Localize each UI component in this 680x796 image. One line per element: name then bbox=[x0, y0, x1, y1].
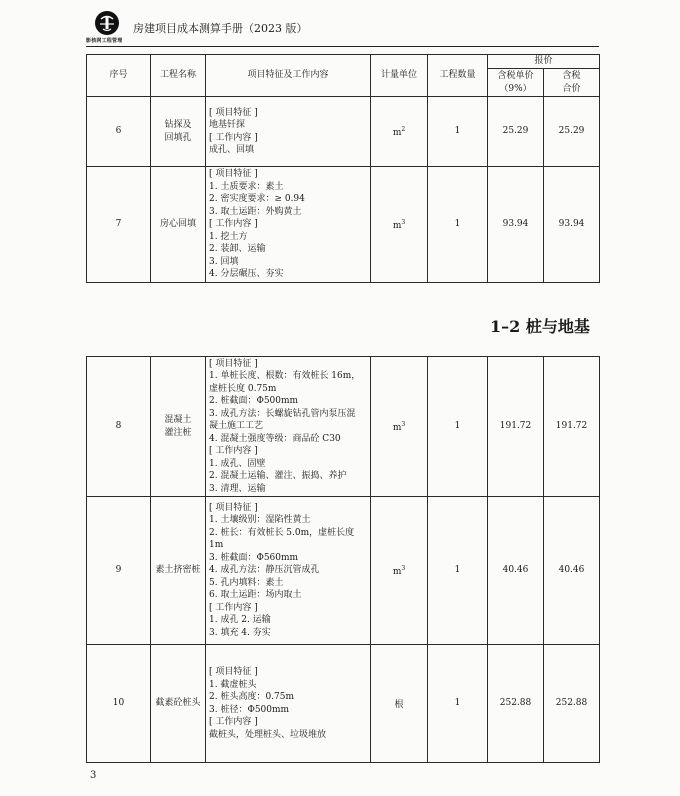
row-quantity: 1 bbox=[428, 357, 488, 497]
feature-line: 2. 桩截面：Φ500mm bbox=[209, 396, 299, 407]
col-header-price: 报价 bbox=[488, 55, 600, 69]
row-unit-price: 93.94 bbox=[488, 167, 544, 283]
feature-line: 1. 截虚桩头 bbox=[209, 679, 257, 690]
row-quantity: 1 bbox=[428, 97, 488, 167]
header-rule bbox=[86, 46, 599, 47]
feature-line: 1m bbox=[209, 540, 224, 551]
company-logo-icon bbox=[94, 10, 120, 36]
feature-line: 3. 桩径：Φ500mm bbox=[209, 704, 290, 715]
row-seq: 8 bbox=[87, 357, 151, 497]
feature-line: 3. 清理、运输 bbox=[209, 483, 266, 494]
feature-line: 3. 桩截面：Φ560mm bbox=[209, 552, 299, 563]
unit-base: m bbox=[392, 220, 402, 231]
row-seq: 7 bbox=[87, 167, 151, 283]
col-header-name: 工程名称 bbox=[151, 55, 206, 97]
row-quantity: 1 bbox=[428, 497, 488, 645]
feature-line: 1. 单桩长度、根数：有效桩长 16m， bbox=[209, 371, 361, 382]
feature-line: 1. 成孔、固壁 bbox=[209, 458, 266, 469]
row-name-line: 混凝土 bbox=[164, 415, 192, 425]
feature-line: [ 项目特征 ] bbox=[209, 107, 258, 118]
feature-line: [ 项目特征 ] bbox=[209, 358, 258, 369]
row-features bbox=[206, 97, 371, 167]
row-name-line: 灌注桩 bbox=[164, 427, 192, 438]
feature-line: 5. 孔内填料：素土 bbox=[209, 577, 284, 588]
row-name-line: 截素砼桩头 bbox=[155, 698, 201, 709]
row-unit-price: 40.46 bbox=[488, 497, 544, 645]
feature-line: [ 项目特征 ] bbox=[209, 502, 258, 513]
row-features bbox=[206, 357, 371, 497]
feature-line: 虚桩长度 0.75m bbox=[209, 383, 277, 394]
row-name-line: 回填孔 bbox=[164, 132, 192, 143]
unit-exponent: 2 bbox=[401, 125, 406, 133]
unit-exponent: 3 bbox=[401, 218, 406, 226]
row-total: 25.29 bbox=[544, 97, 600, 167]
row-seq: 10 bbox=[87, 645, 151, 763]
col-header-total: 含税 合价 bbox=[544, 69, 600, 97]
row-total: 93.94 bbox=[544, 167, 600, 283]
row-name bbox=[151, 497, 206, 645]
feature-line: 4. 成孔方法：静压沉管成孔 bbox=[209, 565, 320, 576]
section-title: 1–2 桩与地基 bbox=[490, 317, 590, 336]
row-seq: 9 bbox=[87, 497, 151, 645]
feature-line: [ 工作内容 ] bbox=[209, 132, 258, 143]
document-title: 房建项目成本测算手册（2023 版） bbox=[133, 22, 308, 35]
row-total: 191.72 bbox=[544, 357, 600, 497]
feature-line: [ 工作内容 ] bbox=[209, 602, 258, 613]
feature-line: 1. 土质要求：素土 bbox=[209, 181, 284, 192]
table-row bbox=[87, 97, 600, 167]
row-unit bbox=[371, 357, 428, 497]
feature-line: [ 工作内容 ] bbox=[209, 717, 258, 727]
table-row bbox=[87, 497, 600, 645]
feature-line: 4. 分层碾压、夯实 bbox=[209, 269, 284, 280]
row-features bbox=[206, 645, 371, 763]
row-total: 252.88 bbox=[544, 645, 600, 763]
col-header-seq: 序号 bbox=[87, 55, 151, 97]
row-name-line: 房心回填 bbox=[159, 219, 196, 230]
feature-line: 2. 桩头高度：0.75m bbox=[209, 692, 295, 702]
row-name bbox=[151, 645, 206, 763]
col-header-unit-price: 含税单价 （9%） bbox=[488, 69, 544, 97]
feature-line: [ 项目特征 ] bbox=[209, 169, 258, 180]
cost-table-bottom bbox=[86, 356, 600, 763]
feature-line: 1. 成孔 2. 运输 bbox=[209, 615, 271, 626]
feature-line: [ 项目特征 ] bbox=[209, 667, 258, 677]
feature-line: 凝土施工工艺 bbox=[209, 421, 264, 432]
unit-exponent: 3 bbox=[401, 564, 406, 572]
feature-line: 1. 土壤级别：湿陷性黄土 bbox=[209, 515, 311, 526]
row-name bbox=[151, 357, 206, 497]
row-features bbox=[206, 497, 371, 645]
feature-line: 3. 回填 bbox=[209, 256, 239, 267]
feature-line: 截桩头，处理桩头、垃圾堆放 bbox=[209, 729, 327, 740]
table-row bbox=[87, 167, 600, 283]
feature-line: [ 工作内容 ] bbox=[209, 219, 258, 230]
page-number: 3 bbox=[90, 770, 97, 781]
row-features bbox=[206, 167, 371, 283]
row-quantity: 1 bbox=[428, 645, 488, 763]
row-total: 40.46 bbox=[544, 497, 600, 645]
feature-line: 2. 装卸、运输 bbox=[209, 244, 266, 255]
feature-line: 2. 混凝土运输、灌注、振捣、养护 bbox=[209, 471, 347, 482]
feature-line: [ 工作内容 ] bbox=[209, 446, 258, 457]
unit-base: m bbox=[392, 566, 402, 577]
unit-base: m bbox=[392, 127, 402, 138]
row-name-line: 钻探及 bbox=[164, 120, 192, 130]
table-row bbox=[87, 645, 600, 763]
table-row bbox=[87, 357, 600, 497]
feature-line: 地基钎探 bbox=[209, 120, 246, 130]
cost-table-top bbox=[86, 54, 600, 283]
row-name bbox=[151, 97, 206, 167]
col-header-quantity: 工程数量 bbox=[428, 55, 488, 97]
row-unit-price: 25.29 bbox=[488, 97, 544, 167]
feature-line: 2. 密实度要求：≥ 0.94 bbox=[209, 194, 305, 205]
feature-line: 3. 取土运距：外购黄土 bbox=[209, 206, 302, 217]
feature-line: 3. 成孔方法：长螺旋钻孔管内泵压混 bbox=[209, 408, 356, 419]
row-unit bbox=[371, 167, 428, 283]
unit-exponent: 3 bbox=[401, 420, 406, 428]
feature-line: 6. 取土运距：场内取土 bbox=[209, 590, 302, 601]
row-name-line: 素土挤密桩 bbox=[155, 565, 201, 576]
row-name bbox=[151, 167, 206, 283]
feature-line: 成孔、回填 bbox=[209, 145, 255, 155]
col-header-unit: 计量单位 bbox=[371, 55, 428, 97]
feature-line: 3. 填充 4. 夯实 bbox=[209, 627, 271, 638]
logo-caption: 影核网工程管理 bbox=[86, 38, 123, 44]
row-seq: 6 bbox=[87, 97, 151, 167]
row-unit bbox=[371, 497, 428, 645]
unit-base: 根 bbox=[394, 699, 404, 710]
row-unit bbox=[371, 645, 428, 763]
row-unit-price: 252.88 bbox=[488, 645, 544, 763]
col-header-features: 项目特征及工作内容 bbox=[206, 55, 371, 97]
unit-base: m bbox=[392, 422, 402, 433]
feature-line: 1. 挖土方 bbox=[209, 231, 248, 242]
row-unit-price: 191.72 bbox=[488, 357, 544, 497]
row-unit bbox=[371, 97, 428, 167]
feature-line: 2. 桩长：有效桩长 5.0m，虚桩长度 bbox=[209, 527, 355, 538]
row-quantity: 1 bbox=[428, 167, 488, 283]
feature-line: 4. 混凝土强度等级：商品砼 C30 bbox=[209, 433, 341, 444]
